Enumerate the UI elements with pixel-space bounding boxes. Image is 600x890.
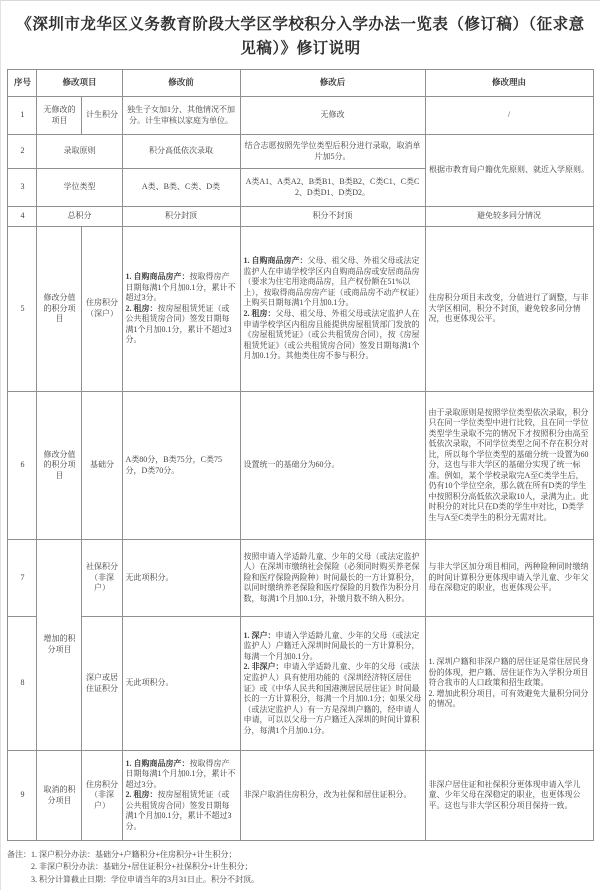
r5-item: 修改分值的积分项目 [37, 227, 82, 392]
r8-reason [425, 617, 593, 751]
r1-item: 无修改的项目 [37, 97, 82, 135]
footnotes-label: 备注： [7, 850, 31, 860]
r1-before: 独生子女加1分、其他情况不加分。计生审核以家庭为单位。 [122, 97, 240, 135]
r2-r3-reason: 根据市教育局户籍优先原则、就近入学原则。 [425, 135, 593, 207]
table-row-5 [8, 227, 593, 392]
r8-sub: 深户或居住证积分 [82, 617, 122, 751]
r8-before: 无此项积分。 [122, 617, 240, 751]
footnote-line: 2. 非深户积分办法：基础分+居住证积分+社保积分+计生积分； [31, 862, 253, 872]
r5-no: 5 [8, 227, 37, 392]
r4-item: 总积分 [37, 207, 122, 227]
text-segment: 申请入学适龄儿童、少年的父母（或法定监护人）户籍迁入深圳时间最长的一方计算积分，每满一个月加0.1分。 [243, 630, 420, 661]
footnote-line: 1. 深户积分办法：基础分+户籍积分+住房积分+计生积分； [31, 850, 237, 860]
text-segment: 按取得房产日期每满1个月加0.1分，累计不超过3分。 [125, 758, 236, 789]
r6-sub: 基础分 [82, 392, 122, 540]
r7-before: 无此项积分。 [122, 540, 240, 617]
text-segment: 按房屋租赁凭证（或公共租赁房合同）签发日期每满1个月加0.1分，累计不超过3分。 [125, 790, 232, 831]
r1-after: 无修改 [240, 97, 425, 135]
table-row-7 [8, 540, 593, 617]
r5-before [122, 227, 240, 392]
bold-label: 2. 租房： [125, 303, 158, 313]
r4-reason: 避免较多同分情况 [425, 207, 593, 227]
r3-no: 3 [8, 169, 37, 207]
r6-after: 设置统一的基础分为60分。 [240, 392, 425, 540]
r1-reason: / [425, 97, 593, 135]
r9-before [122, 751, 240, 841]
text-segment: 父母、祖父母、外祖父母或法定监护人在申请学校学区内自购商品房或安居商品房（要求为住宅用途商品房，且产权份额在51%以上），按取得商品房房产证（或商品房不动产权证）上购买日期每满1个月加0.1分。 [243, 256, 420, 308]
r2-before: 积分高低依次录取 [122, 135, 240, 169]
r9-sub: 住房积分（非深户） [82, 751, 122, 841]
r7-r8-item: 增加的积分项目 [37, 540, 82, 751]
list-entry: 1. 深圳户籍和非深户籍的居住证是常住居民身份的体现，把户籍、居住证作为入学积分项目符合我市的人口政策和招生政策。 [428, 657, 589, 688]
r7-after: 按照申请入学适龄儿童、少年的父母（或法定监护人）在深圳市缴纳社会保险（必须同时购买养老保险和医疗保险两险种）时间最长的一方计算积分，以同时缴纳养老保险和医疗保险的月数作为积分月数，每满1个月加0.1分，补缴月数不纳入积分。 [240, 540, 425, 617]
r8-no: 8 [8, 617, 37, 751]
table-header-row [8, 70, 593, 97]
r6-before: A类80分，B类75分，C类75分，D类70分。 [122, 392, 240, 540]
r4-after: 积分不封顶 [240, 207, 425, 227]
col-header-before: 修改前 [122, 70, 240, 97]
list-entry [126, 790, 237, 832]
r6-no: 6 [8, 392, 37, 540]
r6-item: 修改分值的积分项目 [37, 392, 82, 540]
col-header-item: 修改项目 [37, 70, 122, 97]
r2-item: 录取原则 [37, 135, 122, 169]
r5-after [240, 227, 425, 392]
r5-sub: 住房积分（深户） [82, 227, 122, 392]
table-row-9 [8, 751, 593, 841]
revision-table [7, 69, 593, 841]
list-entry [244, 662, 422, 736]
text-segment: 父母、祖父母、外祖父母或法定监护人在申请学校学区内租房且能提供房屋租赁部门发放的《房屋租赁凭证》（或公共租赁房合同），按《房屋租赁凭证》（或公共租赁房合同）签发日期每满1个月加0.1分。其他类住房不参与积分。 [243, 309, 420, 361]
r5-reason: 住房积分项目未改变，分值进行了调整，与非大学区相同，积分不封顶，避免较多同分情况，也更体现公平。 [425, 227, 593, 392]
table-row-4 [8, 207, 593, 227]
bold-label: 1. 深户： [243, 630, 276, 640]
col-header-reason: 修改理由 [425, 70, 593, 97]
bold-label: 2. 非深户： [243, 662, 284, 672]
bold-label: 1. 自购商品房产： [125, 758, 190, 768]
footnote-line: 3. 积分计算截止日期：学位申请当年的3月31日止。积分不封顶。 [31, 874, 259, 884]
list-entry [244, 631, 422, 663]
text-segment: 按房屋租赁凭证（或公共租赁房合同）签发日期每满1个月加0.1分，累计不超过3分。 [125, 303, 232, 345]
table-row-8 [8, 617, 593, 751]
footnotes [7, 849, 594, 886]
r1-no: 1 [8, 97, 37, 135]
r7-sub: 社保积分（非深户） [82, 540, 122, 617]
list-entry [126, 272, 237, 304]
list-entry [126, 304, 237, 346]
r9-after: 非深户取消住房积分，改为社保和居住证积分。 [240, 751, 425, 841]
table-row-6 [8, 392, 593, 540]
bold-label: 1. 自购商品房产： [243, 256, 308, 266]
r9-no: 9 [8, 751, 37, 841]
r2-after: 结合志愿按照先学位类型后积分进行录取，取消单片加5分。 [240, 135, 425, 169]
table-row-2 [8, 135, 593, 169]
r1-sub: 计生积分 [82, 97, 122, 135]
r9-reason: 非深户居住证和社保积分更体现申请入学儿童、少年父母在深稳定的职业，也更体现公平。这也与非大学区积分项目保持一致。 [425, 751, 593, 841]
bold-label: 1. 自购商品房产： [125, 272, 190, 282]
r3-after: A类A1、A类A2、B类B1、B类B2、C类C1、C类C2、D类D1、D类D2。 [240, 169, 425, 207]
col-header-no: 序号 [8, 70, 37, 97]
r6-reason: 由于录取原则是按照学位类型依次录取，积分只在同一学位类型中进行比较，且在同一学位类型学生录取不完的情况下才按照积分由高至低依次录取，不同学位类型之间不存在积分对比，所以每个学位类型的基础分统一设置为60分，这也与非大学区的基础分实现了统一标准。例如，某个学校录取完A至C类学生后，仍有10个学位空余，那么就在所有D类的学生中按照积分高低依次录取10人，录满为止。此时积分的对比只在D类的学生中对比，D类学生与A至C类学生的积分无需对比。 [425, 392, 593, 540]
r2-no: 2 [8, 135, 37, 169]
footnotes-lines [31, 849, 259, 886]
r4-no: 4 [8, 207, 37, 227]
list-entry: 2. 增加此积分项目，可有效避免大量积分同分的情况。 [428, 688, 589, 709]
text-segment: 申请入学适龄儿童、少年的父母（或法定监护人）具有使用功能的《深圳经济特区居住证》或《中华人民共和国港澳居民居住证》时间最长的一方计算积分，每满一个月加0.1分；如果父母（或法定监护人）有一方是深圳户籍的，经申请人申请，可以以父母一方户籍迁入深圳的时间计算积分，每满1个月加0.1分。 [243, 662, 422, 735]
col-header-after: 修改后 [240, 70, 425, 97]
r3-before: A类、B类、C类、D类 [122, 169, 240, 207]
r7-no: 7 [8, 540, 37, 617]
r4-before: 积分封顶 [122, 207, 240, 227]
r9-item: 取消的积分项目 [37, 751, 82, 841]
table-row-1 [8, 97, 593, 135]
bold-label: 2. 租房： [243, 309, 276, 319]
text-segment: 按取得房产日期每满1个月加0.1分，累计不超过3分。 [125, 272, 236, 303]
list-entry [126, 759, 237, 791]
page-title: 《深圳市龙华区义务教育阶段大学区学校积分入学办法一览表（修订稿）（征求意见稿）》修订说明 [16, 16, 585, 58]
list-entry [244, 256, 422, 309]
bold-label: 2. 租房： [125, 790, 158, 800]
list-entry [244, 309, 422, 362]
r3-item: 学位类型 [37, 169, 122, 207]
r8-after [240, 617, 425, 751]
r7-reason: 与非大学区加分项目相同，两种险种同时缴纳的时间计算积分更体现申请入学儿童、少年父母在深稳定的职业，也更体现公平。 [425, 540, 593, 617]
